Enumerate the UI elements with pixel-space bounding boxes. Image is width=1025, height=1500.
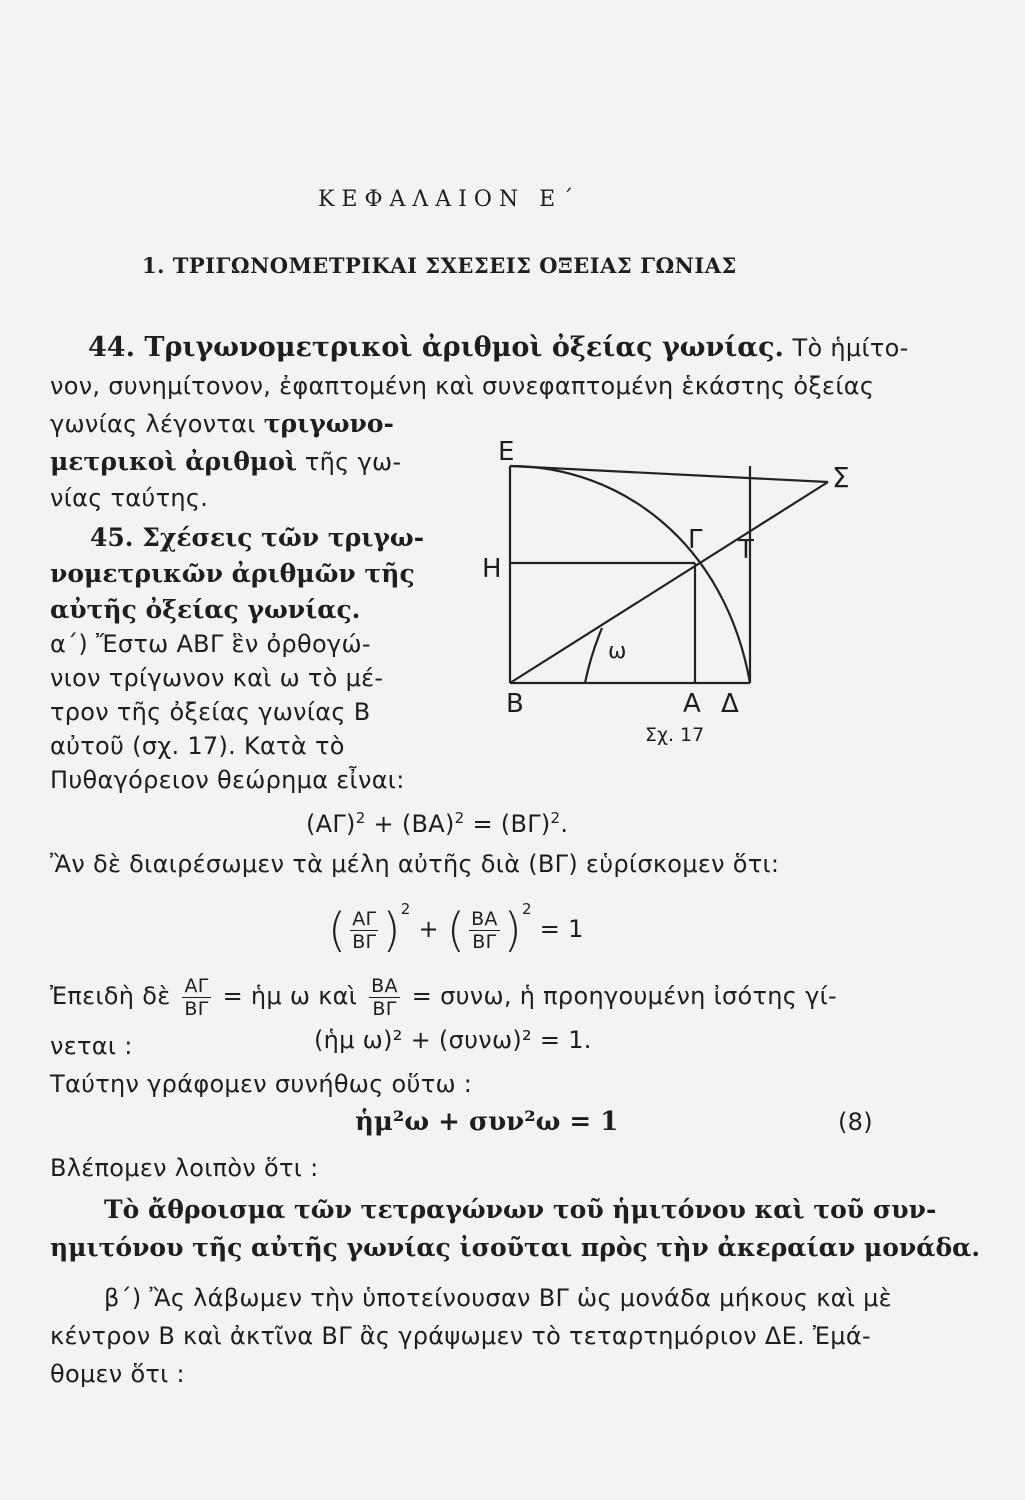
p45-heading-line2: νομετρικῶν ἀριθμῶν τῆς bbox=[50, 559, 415, 588]
figure-caption: Σχ. 17 bbox=[645, 724, 705, 746]
section-title: 1. ΤΡΙΓΩΝΟΜΕΤΡΙΚΑΙ ΣΧΕΣΕΙΣ ΟΞΕΙΑΣ ΓΩΝΙΑΣ bbox=[142, 253, 737, 278]
p45-line1: α΄) Ἔστω ΑΒΓ ἓν ὀρθογώ- bbox=[50, 630, 371, 658]
equation-8: ἡμ²ω + συν²ω = 1 bbox=[355, 1107, 619, 1137]
p45-heading-line3: αὐτῆς ὀξείας γωνίας. bbox=[50, 595, 361, 624]
label-omega: ω bbox=[608, 639, 627, 664]
equation-8-number: (8) bbox=[838, 1108, 873, 1136]
p44-line4-b: τῆς γω- bbox=[304, 448, 402, 476]
label-G: Γ bbox=[688, 525, 703, 555]
fraction-since-BA-BG: $\frac{BA}{B\Gamma}$ bbox=[371, 974, 398, 1020]
p44-line1 bbox=[88, 332, 909, 364]
theorem-line1: Τὸ ἄθροισμα τῶν τετραγώνων τοῦ ἡμιτόνου καὶ τοῦ συν- bbox=[104, 1195, 937, 1224]
p45-line4: αὐτοῦ (σχ. 17). Κατὰ τὸ bbox=[50, 732, 345, 760]
label-S: Σ bbox=[832, 461, 850, 494]
becomes-equation: (ἡμ ω)² + (συνω)² = 1. bbox=[314, 1026, 592, 1054]
p44-line4-a: μετρικοὶ ἀριθμοὶ bbox=[50, 447, 297, 476]
becomes-label: νεται : bbox=[50, 1032, 133, 1060]
p45-line3: τρον τῆς ὀξείας γωνίας Β bbox=[50, 698, 371, 726]
angle-omega-arc bbox=[585, 628, 602, 683]
p45-line2: νιον τρίγωνον καὶ ω τὸ μέ- bbox=[50, 664, 384, 692]
write-text: Ταύτην γράφομεν συνήθως οὕτω : bbox=[50, 1070, 473, 1098]
eq-pyth-term3: = (ΒΓ) bbox=[472, 810, 551, 838]
label-E: Ε bbox=[498, 437, 515, 467]
eq-pyth-term2: + (ΒΑ) bbox=[373, 810, 455, 838]
eq-pythagoras: $(A\Gamma)^2 + (BA)^2 = (B\Gamma)^2$. bbox=[306, 809, 569, 838]
p45-line5: Πυθαγόρειον θεώρημα εἶναι: bbox=[50, 766, 405, 794]
eq-ratio: ( $\frac{A\Gamma}{B\Gamma}$ )$^2$ + ( $\frac{BA}{B\Gamma}$ )$^2$ = 1 bbox=[328, 900, 584, 957]
label-H: Η bbox=[482, 554, 502, 584]
eq-pyth-term1: (ΑΓ) bbox=[306, 810, 356, 838]
part-b-line2: κέντρον Β καὶ ἀκτῖνα ΒΓ ἂς γράψωμεν τὸ τεταρτημόριον ΔΕ. Ἐμά- bbox=[50, 1322, 871, 1350]
p44-line3-b: τριγωνο- bbox=[263, 409, 394, 438]
see-text: Βλέπομεν λοιπὸν ὅτι : bbox=[50, 1154, 319, 1182]
fraction-AG-BG: $\frac{A\Gamma}{B\Gamma}$ bbox=[352, 907, 377, 953]
p44-line2: νον, συνημίτονον, ἐφαπτομένη καὶ συνεφαπτομένη ἑκάστης ὀξείας bbox=[50, 372, 875, 400]
line-B-S bbox=[510, 482, 828, 683]
p44-line1-rest: Τὸ ἡμίτο- bbox=[792, 334, 909, 362]
p44-line3-a: γωνίας λέγονται bbox=[50, 410, 256, 438]
since-line: Ἐπειδὴ δὲ $\frac{A\Gamma}{B\Gamma}$ = ἡμ ω καὶ $\frac{BA}{B\Gamma}$ = συνω, ἡ προηγουμένη ἰσότης γί- bbox=[50, 974, 838, 1020]
part-b-line3: θομεν ὅτι : bbox=[50, 1360, 185, 1388]
part-b-line1: β΄) Ἂς λάβωμεν τὴν ὑποτείνουσαν ΒΓ ὡς μονάδα μήκους καὶ μὲ bbox=[104, 1284, 892, 1312]
theorem-line2: ημιτόνου τῆς αὐτῆς γωνίας ἰσοῦται πρὸς τὴν ἀκεραίαν μονάδα. bbox=[50, 1233, 981, 1262]
p44-line4 bbox=[50, 446, 401, 478]
p44-line5: νίας ταύτης. bbox=[50, 484, 209, 512]
divide-text: Ἂν δὲ διαιρέσωμεν τὰ μέλη αὐτῆς διὰ (ΒΓ) εὑρίσκομεν ὅτι: bbox=[50, 850, 780, 878]
fraction-BA-BG: $\frac{BA}{B\Gamma}$ bbox=[471, 907, 498, 953]
figure-17 bbox=[470, 430, 890, 760]
label-B: Β bbox=[506, 689, 524, 719]
label-D: Δ bbox=[721, 689, 739, 719]
line-E-S bbox=[510, 466, 828, 482]
arc-quadrant bbox=[510, 466, 750, 683]
fraction-since-AG-BG: $\frac{A\Gamma}{B\Gamma}$ bbox=[184, 974, 209, 1020]
p45-heading-line1: 45. Σχέσεις τῶν τριγω- bbox=[90, 523, 425, 552]
p44-line3 bbox=[50, 408, 394, 440]
p44-heading: 44. Τριγωνομετρικοὶ ἀριθμοὶ ὀξείας γωνίας. bbox=[88, 332, 784, 363]
chapter-title: ΚΕΦΑΛΑΙΟΝ Ε΄ bbox=[318, 187, 581, 212]
label-T: Τ bbox=[738, 535, 754, 565]
label-A: Α bbox=[683, 689, 701, 719]
